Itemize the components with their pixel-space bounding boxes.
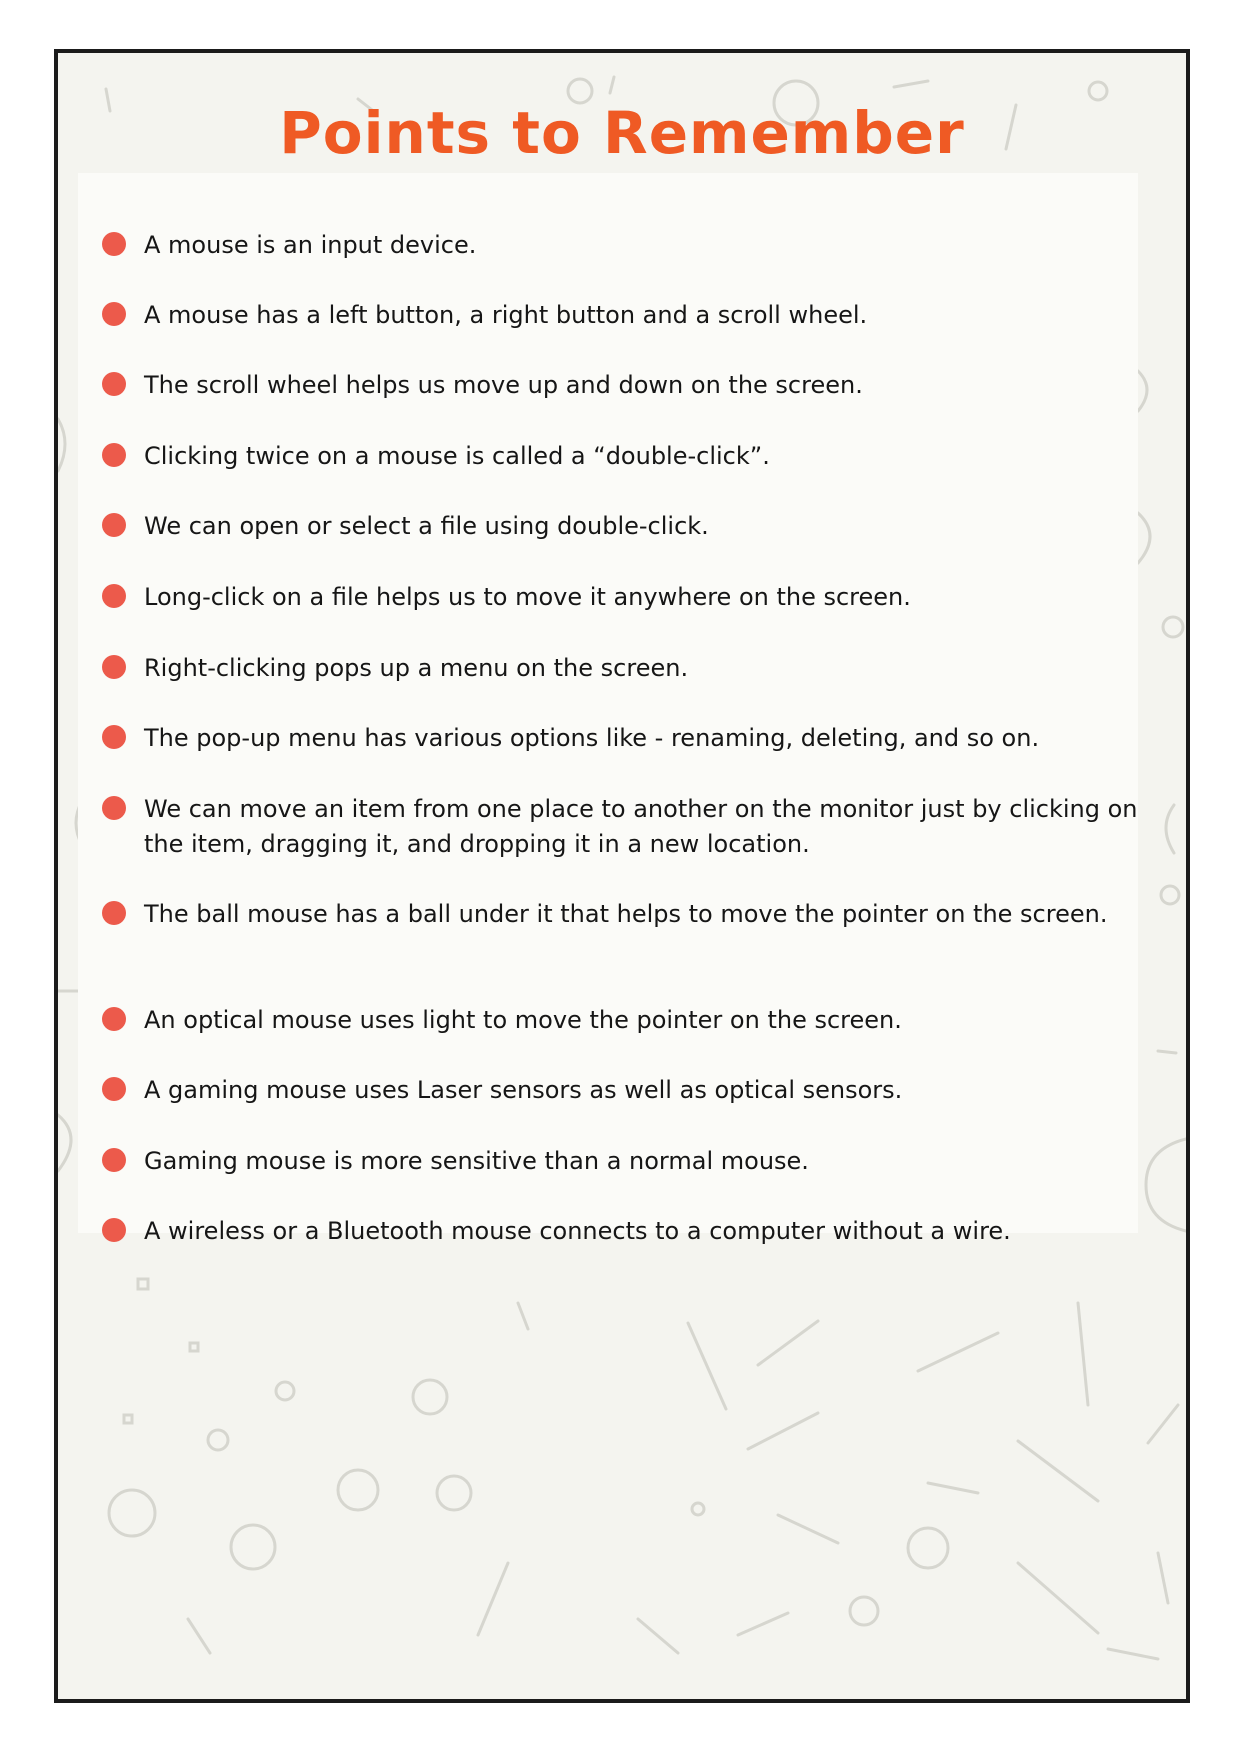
bullet-dot-icon xyxy=(102,302,126,326)
bullet-dot-icon xyxy=(102,901,126,925)
bullet-dot-icon xyxy=(102,1218,126,1242)
point-text: Gaming mouse is more sensitive than a normal mouse. xyxy=(144,1147,809,1175)
bullet-dot-icon xyxy=(102,1077,126,1101)
point-text: Long-click on a file helps us to move it anywhere on the screen. xyxy=(144,583,911,611)
point-text: A mouse is an input device. xyxy=(144,231,477,259)
page-frame xyxy=(54,49,1190,1703)
bullet-dot-icon xyxy=(102,584,126,608)
point-text: We can open or select a file using double-click. xyxy=(144,512,709,540)
bullet-dot-icon xyxy=(102,513,126,537)
point-text: An optical mouse uses light to move the pointer on the screen. xyxy=(144,1006,902,1034)
bullet-dot-icon xyxy=(102,1007,126,1031)
point-text: The scroll wheel helps us move up and down on the screen. xyxy=(144,371,863,399)
point-text: Right-clicking pops up a menu on the screen. xyxy=(144,654,689,682)
point-text: We can move an item from one place to another on the monitor just by clicking on the item, dragging it, and dropping it in a new location. xyxy=(144,795,1138,858)
point-text: A wireless or a Bluetooth mouse connects to a computer without a wire. xyxy=(144,1217,1011,1245)
bullet-dot-icon xyxy=(102,372,126,396)
point-text: Clicking twice on a mouse is called a “double-click”. xyxy=(144,442,770,470)
bullet-dot-icon xyxy=(102,1148,126,1172)
bullet-dot-icon xyxy=(102,725,126,749)
bullet-dot-icon xyxy=(102,443,126,467)
point-text: The ball mouse has a ball under it that helps to move the pointer on the screen. xyxy=(144,900,1108,928)
bullet-dot-icon xyxy=(102,655,126,679)
bullet-dot-icon xyxy=(102,232,126,256)
point-text: The pop-up menu has various options like - renaming, deleting, and so on. xyxy=(144,724,1040,752)
point-text: A gaming mouse uses Laser sensors as well as optical sensors. xyxy=(144,1076,903,1104)
point-text: A mouse has a left button, a right button and a scroll wheel. xyxy=(144,301,868,329)
bullet-dot-icon xyxy=(102,796,126,820)
page-title: Points to Remember xyxy=(279,99,965,167)
